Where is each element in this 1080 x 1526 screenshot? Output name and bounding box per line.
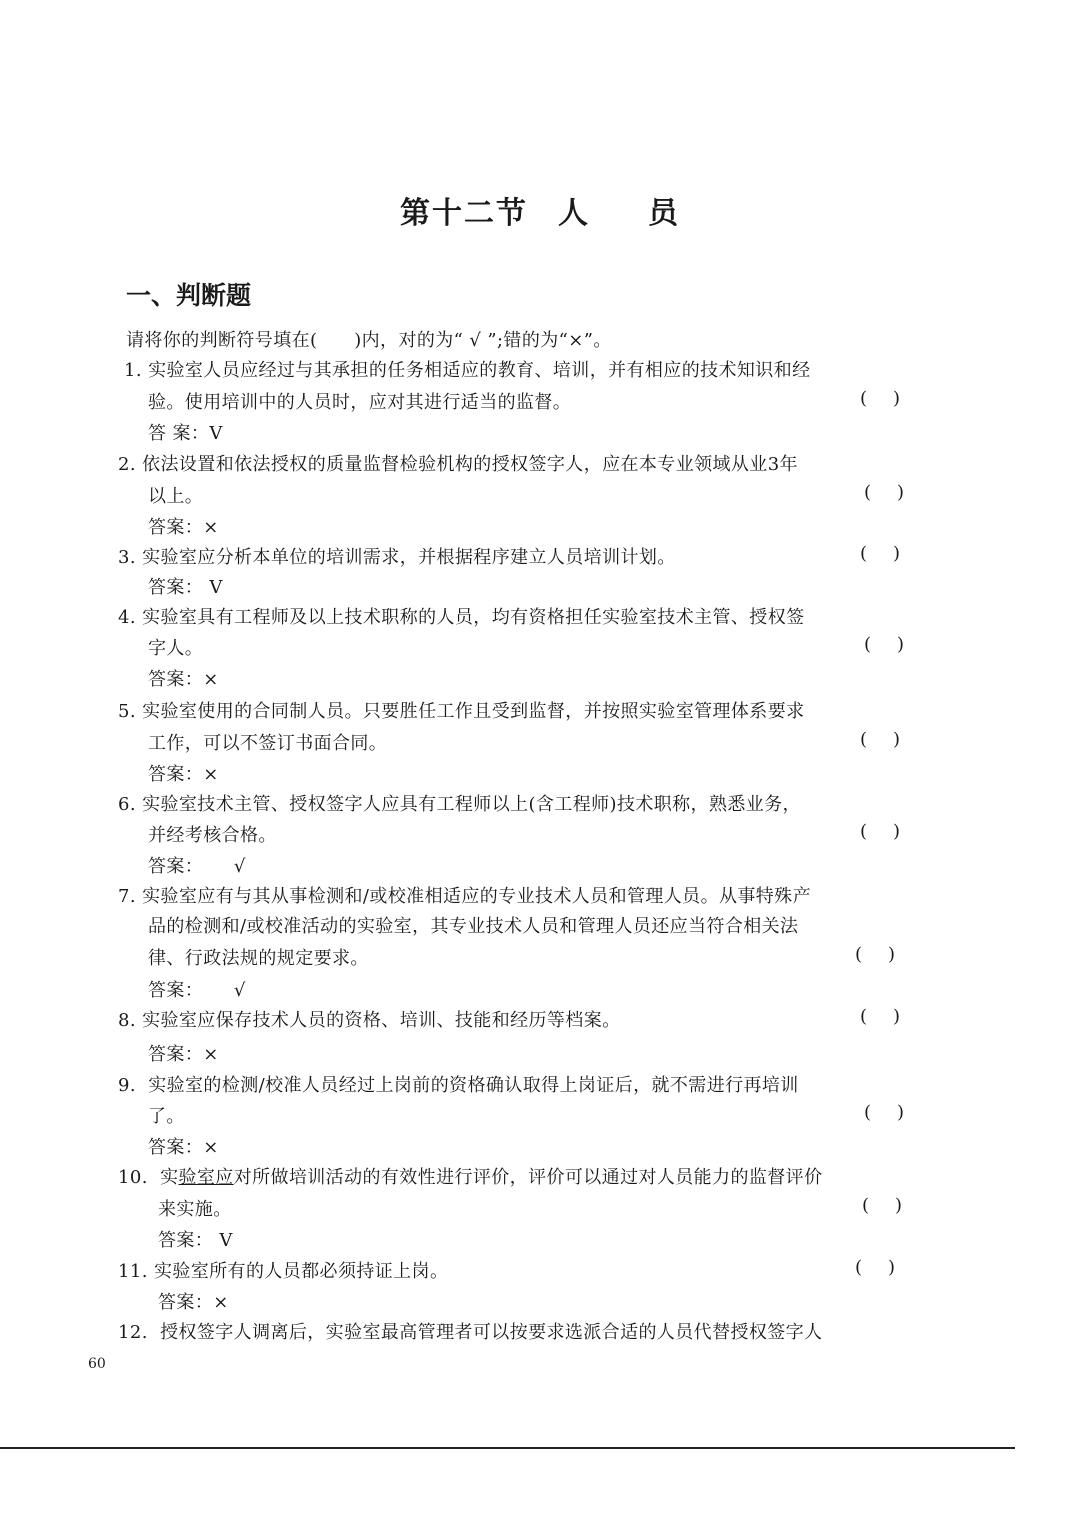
answer-10: 答案： V [158, 1230, 233, 1251]
question-6-line-2: 并经考核合格。 [148, 825, 277, 846]
question-number: 1. [124, 360, 142, 381]
question-10-line-1: 10. 实验室应对所做培训活动的有效性进行评价，评价可以通过对人员能力的监督评价 [118, 1167, 823, 1188]
question-9-line-2: 了。 [148, 1106, 185, 1127]
answer-3: 答案： V [148, 577, 223, 598]
question-4-line-2: 字人。 [148, 638, 204, 659]
question-1-line-2: 验。使用培训中的人员时，应对其进行适当的监督。 [148, 392, 572, 413]
answer-11: 答案：× [158, 1292, 229, 1313]
answer-blank-1: ( ) [860, 388, 901, 409]
question-7-line-1: 7. 实验室应有与其从事检测和/或校准相适应的专业技术人员和管理人员。从事特殊产 [118, 886, 811, 907]
answer-blank-9: ( ) [864, 1102, 905, 1123]
answer-blank-4: ( ) [864, 634, 905, 655]
answer-9: 答案：× [148, 1137, 219, 1158]
answer-6: 答案： √ [148, 856, 246, 877]
answer-blank-3: ( ) [860, 543, 901, 564]
question-1-line-1: 1. 实验室人员应经过与其承担的任务相适应的教育、培训，并有相应的技术知识和经 [124, 360, 811, 381]
answer-1: 答 案：V [148, 423, 223, 444]
question-2-line-1: 2. 依法设置和依法授权的质量监督检验机构的授权签字人，应在本专业领域从业3年 [118, 454, 798, 475]
answer-7: 答案： √ [148, 980, 246, 1001]
answer-blank-11: ( ) [855, 1257, 896, 1278]
answer-blank-10: ( ) [862, 1195, 903, 1216]
answer-5: 答案：× [148, 764, 219, 785]
page-number: 60 [88, 1356, 106, 1372]
answer-4: 答案：× [148, 669, 219, 690]
question-10-line-2: 来实施。 [158, 1199, 232, 1220]
answer-8: 答案：× [148, 1044, 219, 1065]
page-title [0, 188, 1080, 232]
question-11-line-1: 11. 实验室所有的人员都必须持证上岗。 [118, 1261, 449, 1282]
title-part-c: 员 [648, 196, 680, 231]
question-5-line-1: 5. 实验室使用的合同制人员。只要胜任工作且受到监督，并按照实验室管理体系要求 [118, 701, 805, 722]
answer-blank-8: ( ) [860, 1006, 901, 1027]
question-7-line-2: 品的检测和/或校准活动的实验室，其专业技术人员和管理人员还应当符合相关法 [148, 916, 799, 937]
underlined-text: 验室应 [178, 1167, 234, 1188]
answer-blank-2: ( ) [864, 482, 905, 503]
question-4-line-1: 4. 实验室具有工程师及以上技术职称的人员，均有资格担任实验室技术主管、授权签 [118, 607, 805, 628]
question-5-line-2: 工作，可以不签订书面合同。 [148, 733, 388, 754]
question-12-line-1: 12. 授权签字人调离后，实验室最高管理者可以按要求选派合适的人员代替授权签字人 [118, 1322, 823, 1343]
answer-blank-6: ( ) [860, 821, 901, 842]
section-heading: 一、判断题 [126, 281, 252, 310]
title-part-a: 第十二节 [400, 196, 528, 231]
answer-blank-7: ( ) [855, 944, 896, 965]
question-2-line-2: 以上。 [148, 486, 204, 507]
question-7-line-3: 律、行政法规的规定要求。 [148, 948, 369, 969]
answer-2: 答案：× [148, 517, 219, 538]
question-8-line-1: 8. 实验室应保存技术人员的资格、培训、技能和经历等档案。 [118, 1010, 621, 1031]
question-9-line-1: 9. 实验室的检测/校准人员经过上岗前的资格确认取得上岗证后，就不需进行再培训 [118, 1075, 799, 1096]
question-6-line-1: 6. 实验室技术主管、授权签字人应具有工程师以上(含工程师)技术职称，熟悉业务， [118, 794, 801, 815]
instruction-text: 请将你的判断符号填在( )内，对的为“ √ ”;错的为“×”。 [126, 330, 612, 351]
answer-blank-5: ( ) [860, 729, 901, 750]
question-3-line-1: 3. 实验室应分析本单位的培训需求，并根据程序建立人员培训计划。 [118, 547, 676, 568]
title-part-b: 人 [558, 196, 590, 231]
bottom-rule [0, 1447, 1015, 1449]
